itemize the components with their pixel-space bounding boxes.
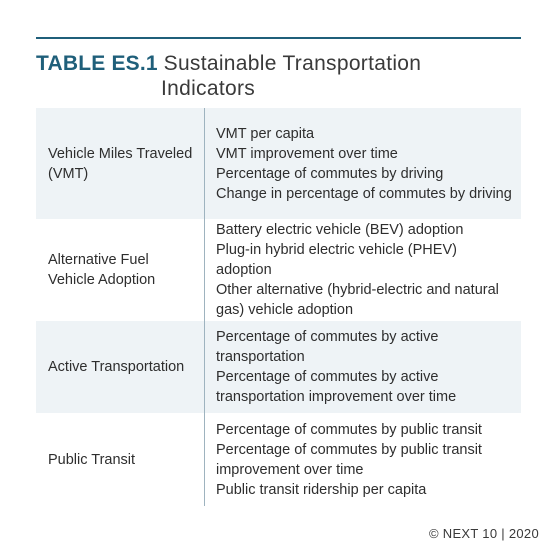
top-rule (36, 37, 521, 39)
indicator-item: Percentage of commutes by active transportation (216, 329, 439, 365)
table-row (36, 413, 521, 506)
indicator-item: VMT per capita (216, 125, 315, 142)
category-cell: Public Transit (36, 413, 205, 506)
table-row (36, 108, 521, 219)
indicator-item: Percentage of commutes by public transit (216, 421, 482, 438)
title-line-2: Indicators (161, 77, 256, 100)
copyright-footer: © NEXT 10 | 2020 (428, 526, 539, 541)
title-line-1: Sustainable Transportation (163, 52, 422, 75)
category-cell: Active Transportation (36, 321, 205, 413)
category-cell: Vehicle Miles Traveled (VMT) (36, 108, 205, 219)
indicator-item: Public transit ridership per capita (216, 481, 427, 498)
indicator-item: Percentage of commutes by driving (216, 165, 444, 182)
indicator-item: Change in percentage of commutes by driving (216, 185, 512, 202)
category-cell: Alternative Fuel Vehicle Adoption (36, 219, 205, 321)
indicator-item: Plug-in hybrid electric vehicle (PHEV) adoption (216, 242, 457, 278)
table-row (36, 321, 521, 413)
indicators-cell (205, 108, 522, 219)
table-title (36, 51, 521, 101)
indicators-table (36, 108, 521, 506)
indicator-item: VMT improvement over time (216, 145, 398, 162)
indicators-cell (205, 219, 522, 321)
indicator-item: Percentage of commutes by active transportation improvement over time (216, 369, 457, 405)
indicators-cell (205, 413, 522, 506)
indicator-item: Percentage of commutes by public transit improvement over time (216, 441, 482, 478)
indicator-item: Other alternative (hybrid-electric and natural gas) vehicle adoption (216, 282, 499, 318)
table-id: TABLE ES.1 (36, 52, 158, 75)
table-row (36, 219, 521, 321)
indicator-item: Battery electric vehicle (BEV) adoption (216, 222, 464, 238)
indicators-cell (205, 321, 522, 413)
